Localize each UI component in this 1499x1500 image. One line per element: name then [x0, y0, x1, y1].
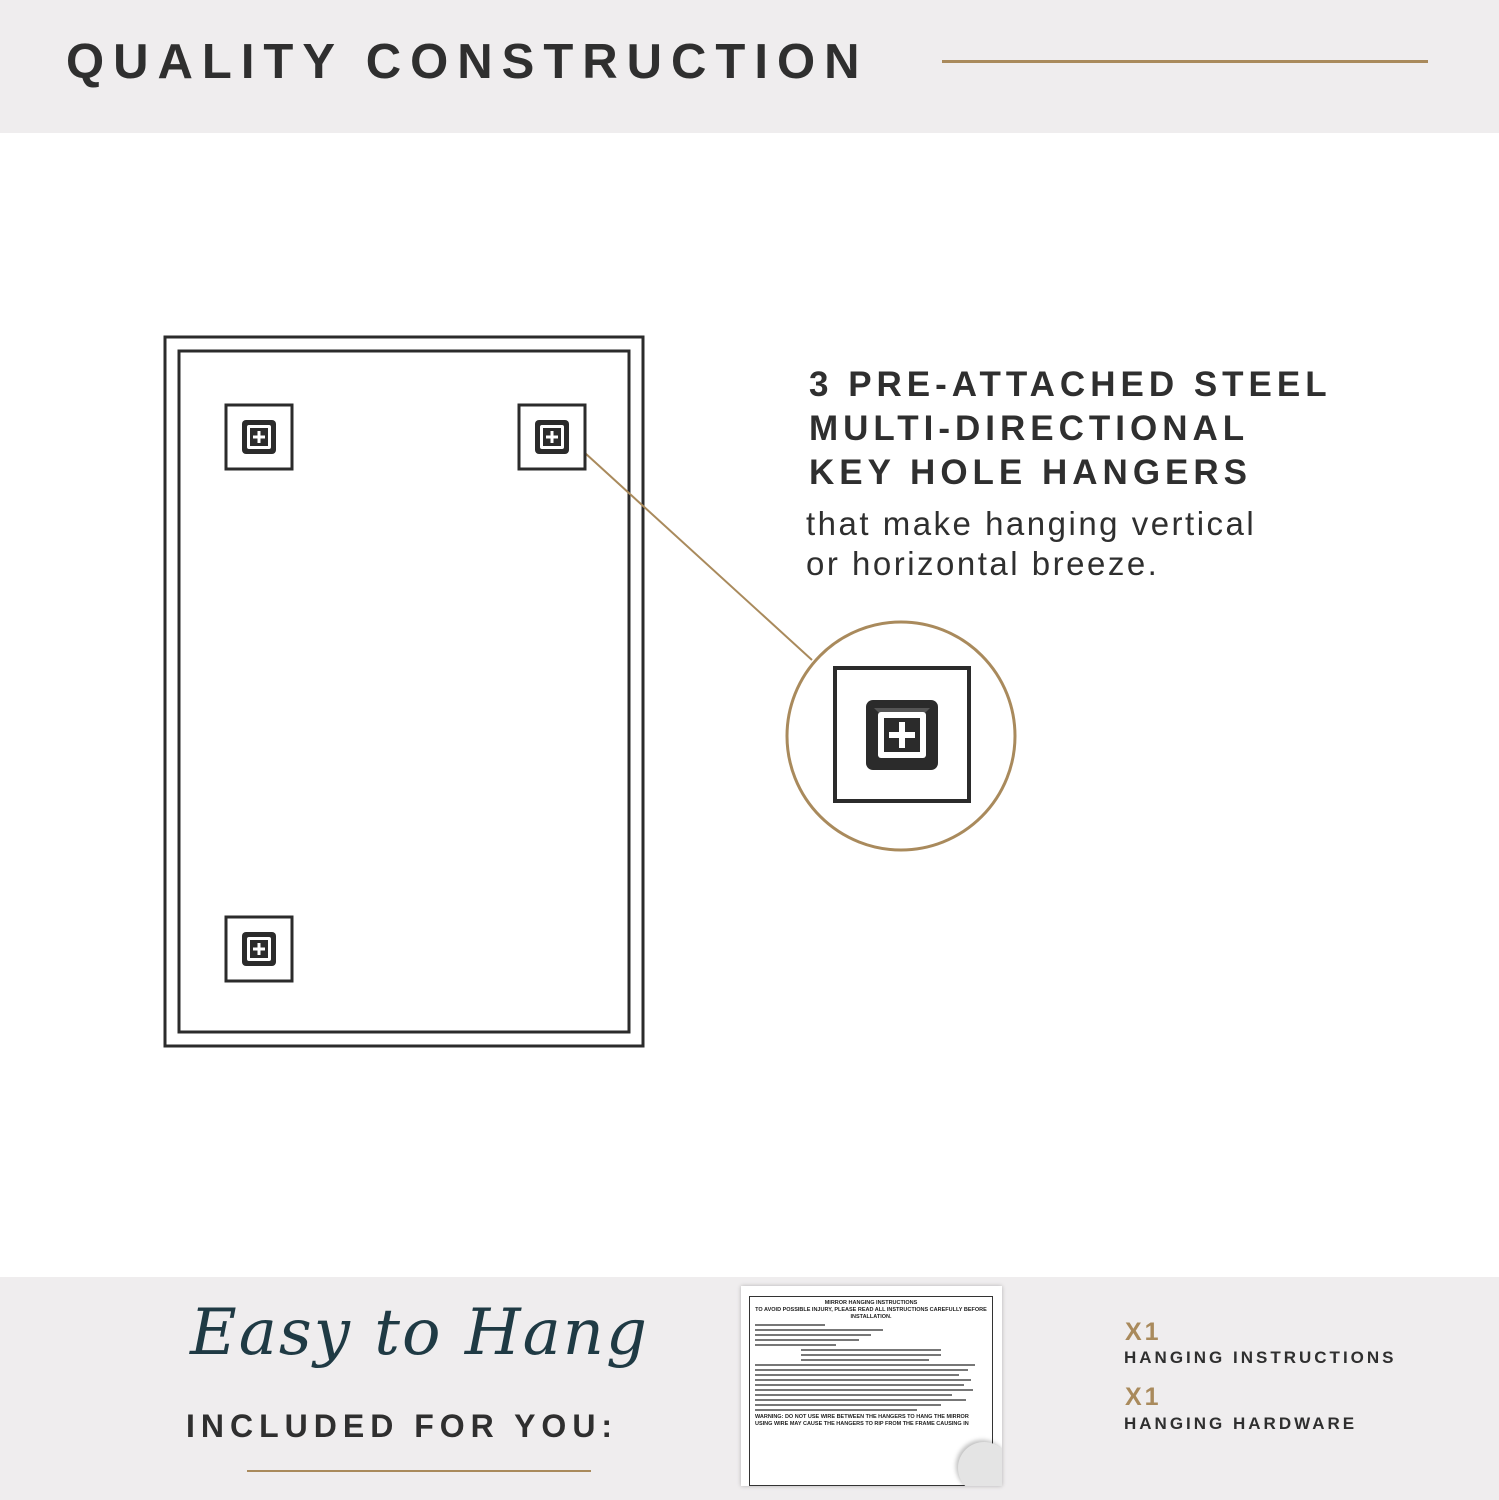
item-quantity: X1	[1125, 1318, 1162, 1346]
feature-heading	[809, 363, 1332, 495]
header-band	[0, 0, 1499, 133]
keyhole-hanger-icon	[226, 405, 292, 469]
included-label: INCLUDED FOR YOU:	[186, 1408, 619, 1444]
page-title: QUALITY CONSTRUCTION	[66, 35, 869, 89]
item-quantity: X1	[1125, 1383, 1162, 1411]
feature-body-line: or horizontal breeze.	[806, 545, 1160, 582]
item-label: HANGING INSTRUCTIONS	[1124, 1348, 1397, 1367]
easy-to-hang-script: Easy to Hang	[190, 1296, 649, 1370]
instruction-sheet-body	[749, 1296, 993, 1486]
keyhole-hanger-icon	[519, 405, 585, 469]
mirror-back-diagram	[0, 133, 1499, 1277]
feature-heading-line: MULTI-DIRECTIONAL	[809, 409, 1250, 448]
callout-line	[585, 453, 812, 660]
header-rule	[942, 60, 1428, 63]
sheet-subtitle: TO AVOID POSSIBLE INJURY, PLEASE READ ALL INSTRUCTIONS CAREFULLY BEFORE INSTALLATION.	[755, 1307, 987, 1320]
feature-description	[806, 504, 1256, 584]
sheet-warning: WARNING: DO NOT USE WIRE BETWEEN THE HANGERS TO HANG THE MIRROR USING WIRE MAY CAUSE THE HANGERS TO RIP FROM THE FRAME CAUSING IN	[755, 1414, 969, 1427]
instruction-sheet-image	[741, 1286, 1002, 1486]
feature-heading-line: 3 PRE-ATTACHED STEEL	[809, 365, 1332, 404]
feature-body-line: that make hanging vertical	[806, 505, 1257, 542]
item-label: HANGING HARDWARE	[1124, 1414, 1358, 1433]
mirror-diagram-svg	[0, 133, 1499, 1277]
feature-heading-line: KEY HOLE HANGERS	[809, 453, 1253, 492]
sheet-title: MIRROR HANGING INSTRUCTIONS	[824, 1300, 918, 1306]
sheet-text-lines	[755, 1324, 987, 1411]
keyhole-hanger-icon	[226, 917, 292, 981]
magnifier-circle	[787, 622, 1015, 850]
footer-rule	[247, 1470, 591, 1472]
